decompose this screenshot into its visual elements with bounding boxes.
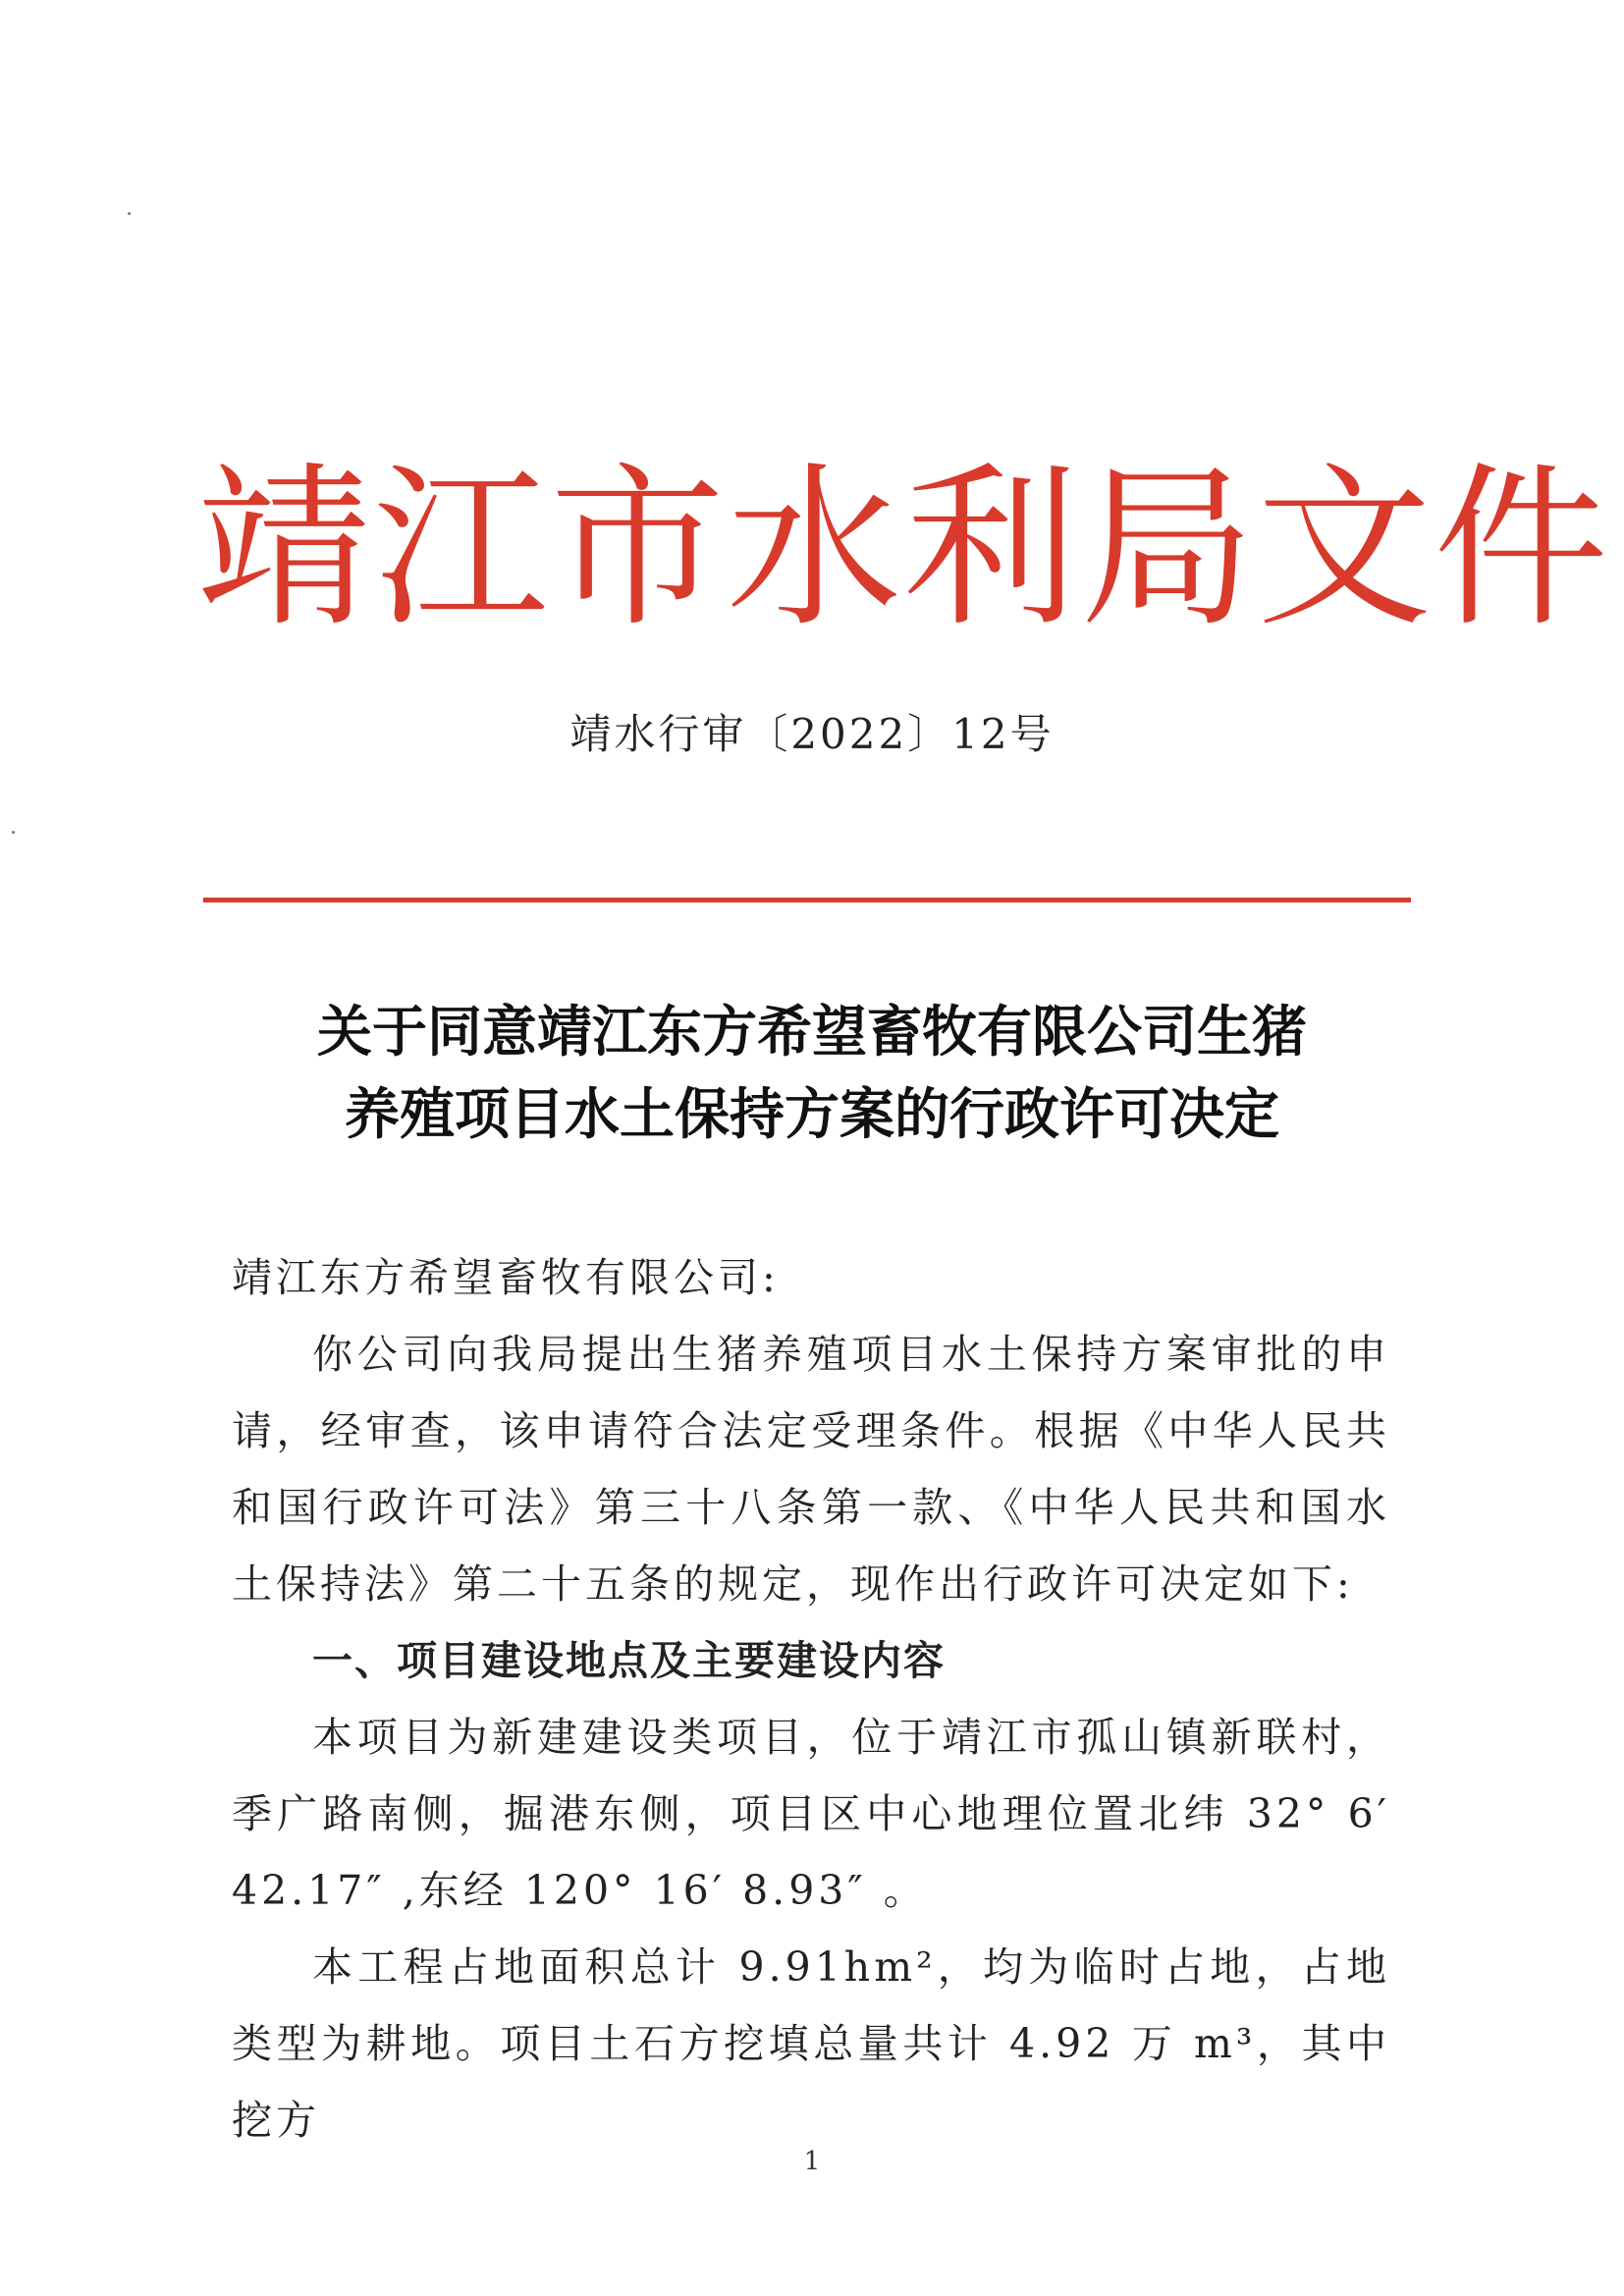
page-number: 1 — [803, 2147, 821, 2176]
document-body — [232, 1239, 1390, 2159]
body-paragraph: 本工程占地面积总计 9.91hm²，均为临时占地，占地类型为耕地。项目土石方挖填总量共计 4.92 万 m³，其中挖方 — [232, 1943, 1390, 2144]
document-title — [177, 992, 1447, 1157]
scan-speck — [12, 831, 15, 834]
body-paragraph: 本项目为新建建设类项目，位于靖江市孤山镇新联村，季广路南侧，掘港东侧，项目区中心地理位置北纬 32° 6′ 42.17″ ,东经 120° 16′ 8.93″ 。 — [232, 1714, 1390, 1914]
scan-speck — [128, 212, 131, 215]
section-heading: 一、项目建设地点及主要建设内容 — [312, 1637, 946, 1684]
body-paragraph: 你公司向我局提出生猪养殖项目水土保持方案审批的申请，经审查，该申请符合法定受理条件。根据《中华人民共和国行政许可法》第三十八条第一款、《中华人民共和国水土保持法》第二十五条的规定，现作出行政许可决定如下: — [232, 1331, 1390, 1608]
document-title-line-1: 关于同意靖江东方希望畜牧有限公司生猪 — [317, 1001, 1307, 1065]
document-number: 靖水行审〔2022〕12号 — [569, 710, 1055, 758]
red-divider-line — [203, 898, 1411, 902]
issuer-title: 靖江市水利局文件 — [196, 447, 1610, 650]
salutation: 靖江东方希望畜牧有限公司: — [232, 1254, 780, 1301]
document-title-line-2: 养殖项目水土保持方案的行政许可决定 — [345, 1083, 1279, 1147]
